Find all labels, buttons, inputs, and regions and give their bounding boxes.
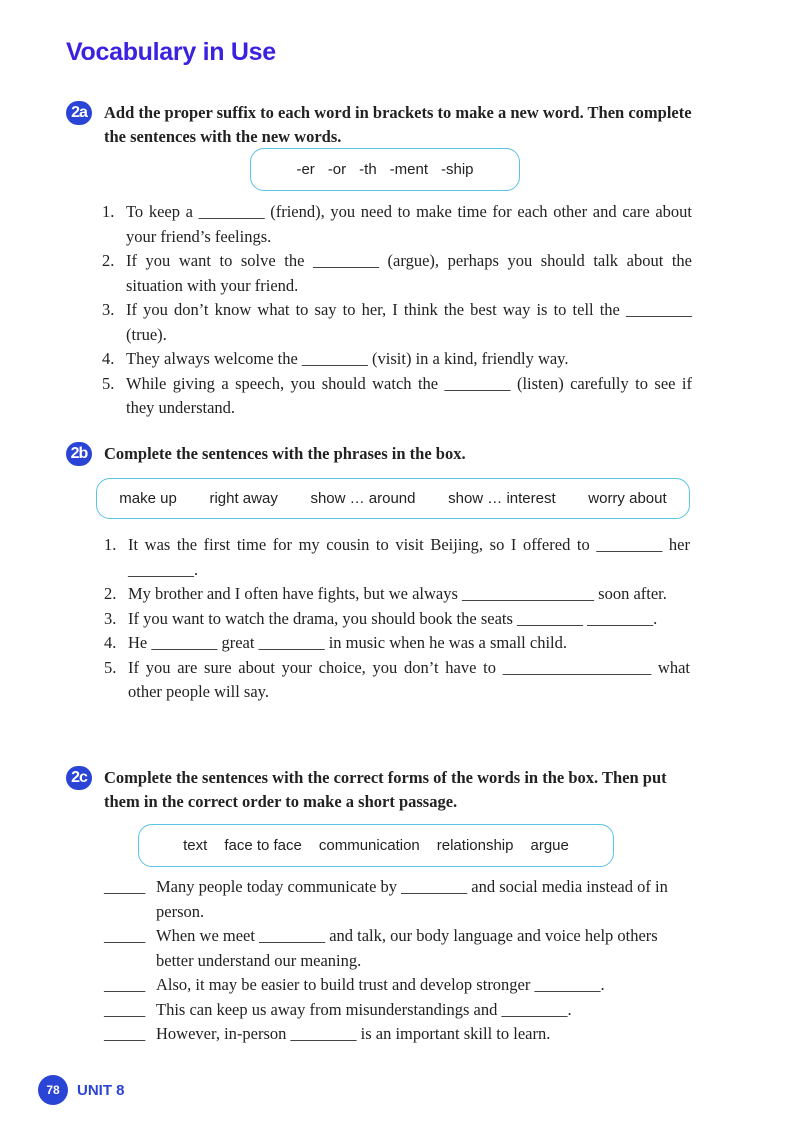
list-item (104, 998, 694, 1023)
list-item (104, 973, 694, 998)
section-badge-2b: 2b (66, 442, 92, 466)
section-badge-2c: 2c (66, 766, 92, 790)
item-number: 2. (104, 584, 117, 603)
word-box-item: -ment (389, 161, 429, 178)
item-number: 4. (102, 349, 115, 368)
word-box-item: face to face (224, 837, 302, 854)
item-number: 3. (102, 300, 115, 319)
word-box-item: relationship (436, 837, 514, 854)
list-item (104, 631, 690, 656)
word-box-2c (138, 824, 614, 867)
list-item (104, 875, 694, 924)
item-number: 1. (102, 202, 115, 221)
item-text: They always welcome the ________ (visit) in a kind, friendly way. (126, 349, 569, 368)
item-text: Many people today communicate by ________ and social media instead of in person. (156, 877, 668, 921)
list-item (102, 298, 692, 347)
item-number: 1. (104, 535, 117, 554)
word-box-2b (96, 478, 690, 519)
list-item (104, 607, 690, 632)
order-blank: _____ (104, 877, 146, 896)
item-text: He ________ great ________ in music when he was a small child. (128, 633, 567, 652)
item-number: 4. (104, 633, 117, 652)
item-text: While giving a speech, you should watch the ________ (listen) carefully to see if they understand. (126, 373, 692, 417)
item-number: 5. (104, 657, 117, 677)
item-text: My brother and I often have fights, but we always ________________ soon after. (128, 584, 667, 603)
list-item (104, 533, 690, 582)
exercise-list-2a (102, 200, 692, 421)
order-blank: _____ (104, 1024, 146, 1043)
item-text: If you want to watch the drama, you should book the seats ________ ________. (128, 608, 658, 628)
list-item (104, 656, 690, 705)
list-item (102, 347, 692, 372)
list-item (102, 249, 692, 298)
item-text: This can keep us away from misunderstandings and ________. (156, 999, 572, 1019)
list-item (104, 1022, 694, 1047)
order-blank: _____ (104, 999, 146, 1019)
item-text: To keep a ________ (friend), you need to make time for each other and care about your friend’s feelings. (126, 202, 692, 246)
order-blank: _____ (104, 975, 146, 994)
ordering-list-2c (104, 875, 694, 1047)
list-item (104, 924, 694, 973)
word-box-item: -ship (441, 161, 474, 178)
word-box-item: -er (296, 161, 315, 178)
word-box-item: right away (209, 490, 278, 507)
list-item (104, 582, 690, 607)
list-item (102, 200, 692, 249)
word-box-item: communication (318, 837, 420, 854)
item-text: If you don’t know what to say to her, I think the best way is to tell the ________ (true). (126, 300, 692, 344)
word-box-2a (250, 148, 520, 191)
section-badge-2a: 2a (66, 101, 92, 125)
item-text: However, in-person ________ is an important skill to learn. (156, 1024, 551, 1043)
word-box-item: text (183, 837, 208, 854)
word-box-item: -th (359, 161, 377, 178)
item-text: When we meet ________ and talk, our body language and voice help others better understand our meaning. (156, 926, 658, 970)
item-text: If you are sure about your choice, you don’t have to __________________ what other people will say. (128, 657, 690, 701)
word-box-item: make up (119, 490, 177, 507)
word-box-item: worry about (588, 490, 667, 507)
word-box-item: show … around (310, 490, 416, 507)
item-text: If you want to solve the ________ (argue), perhaps you should talk about the situation with your friend. (126, 251, 692, 295)
item-text: Also, it may be easier to build trust and develop stronger ________. (156, 975, 605, 994)
exercise-list-2b (104, 533, 690, 705)
word-box-item: show … interest (448, 490, 556, 507)
item-number: 2. (102, 251, 115, 270)
instruction-2c: Complete the sentences with the correct forms of the words in the box. Then put them in the correct order to make a short passage. (104, 768, 667, 811)
list-item (102, 372, 692, 421)
item-text: It was the first time for my cousin to visit Beijing, so I offered to ________ her ________. (128, 535, 690, 579)
item-number: 5. (102, 373, 115, 393)
item-number: 3. (104, 608, 117, 628)
instruction-2a: Add the proper suffix to each word in brackets to make a new word. Then complete the sentences with the new words. (104, 103, 692, 146)
unit-label: UNIT 8 (77, 1081, 125, 1099)
word-box-item: -or (327, 161, 347, 178)
page-number: 78 (38, 1075, 68, 1105)
page-footer (38, 1075, 125, 1105)
word-box-item: argue (530, 837, 569, 854)
instruction-2b: Complete the sentences with the phrases in the box. (104, 444, 466, 463)
page-title: Vocabulary in Use (66, 38, 276, 66)
order-blank: _____ (104, 926, 146, 945)
